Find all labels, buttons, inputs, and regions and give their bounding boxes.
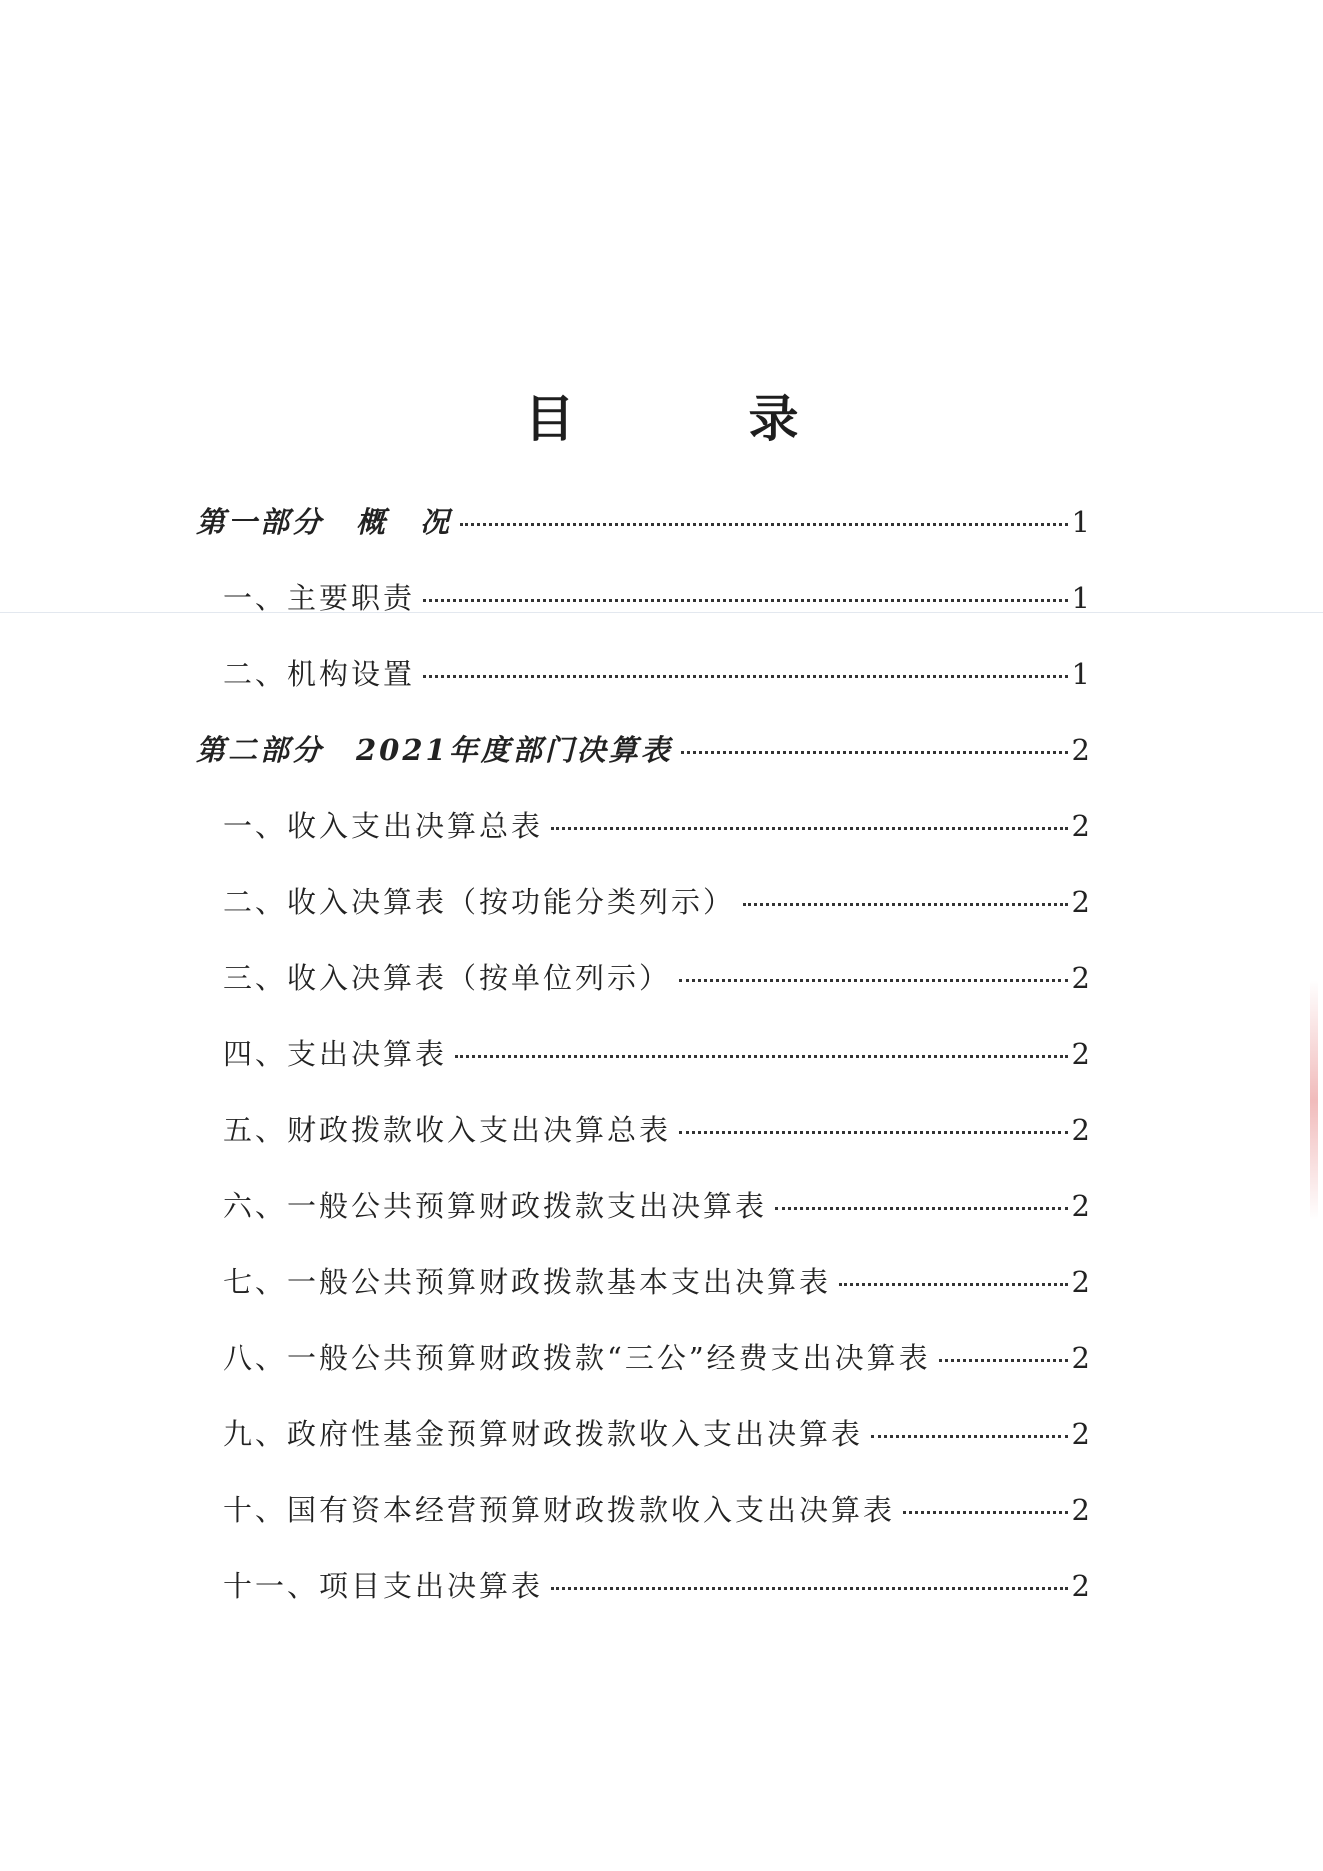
toc-entry-label: 第一部分 概 况 [196,505,453,539]
toc-dot-leader [743,903,1068,906]
toc-dot-leader [939,1359,1068,1362]
toc-dot-leader [681,751,1068,754]
toc-entry [196,956,1090,1032]
toc-entry-label: 十、国有资本经营预算财政拨款收入支出决算表 [223,1493,896,1527]
toc-page-number: 2 [1071,885,1090,919]
toc-entry-label: 五、财政拨款收入支出决算总表 [223,1113,672,1147]
toc-entry [196,1108,1090,1184]
toc-dot-leader [679,979,1068,982]
toc-page-number: 2 [1071,1189,1090,1223]
toc-entry-label: 九、政府性基金预算财政拨款收入支出决算表 [223,1417,864,1451]
toc-page-number: 2 [1071,1493,1090,1527]
toc-dot-leader [423,599,1068,602]
toc-entry [196,880,1090,956]
toc-page-number: 2 [1071,961,1090,995]
toc-entry-label: 三、收入决算表（按单位列示） [223,961,672,995]
toc-page-number: 1 [1071,657,1090,691]
toc-page-number: 1 [1071,581,1090,615]
toc-page-number: 2 [1071,1037,1090,1071]
toc-entry [196,1488,1090,1564]
toc-section-entry [196,728,1090,804]
toc-dot-leader [551,1587,1068,1590]
toc-entry-label: 十一、项目支出决算表 [223,1569,544,1603]
toc-entry-label: 一、主要职责 [223,581,416,615]
toc-entry-label: 四、支出决算表 [223,1037,448,1071]
toc-entry [196,1184,1090,1260]
toc-entry [196,1260,1090,1336]
toc-dot-leader [871,1435,1068,1438]
toc-dot-leader [679,1131,1068,1134]
toc-page-number: 2 [1071,1341,1090,1375]
page-title: 目 录 [524,388,861,448]
toc-page-number: 2 [1071,1417,1090,1451]
toc-page-number: 2 [1071,809,1090,843]
toc-entry [196,1564,1090,1640]
red-seal-edge-mark [1310,980,1318,1220]
toc-dot-leader [423,675,1068,678]
toc-page-number: 2 [1071,1569,1090,1603]
toc-entry-label: 一、收入支出决算总表 [223,809,544,843]
toc-dot-leader [551,827,1068,830]
toc-entry [196,804,1090,880]
toc-dot-leader [775,1207,1068,1210]
toc-entry [196,576,1090,652]
toc-dot-leader [460,523,1068,526]
toc-entry [196,1336,1090,1412]
toc-entry-label: 第二部分 2021年度部门决算表 [196,733,673,767]
toc-dot-leader [903,1511,1068,1514]
toc-entry-label: 二、收入决算表（按功能分类列示） [223,885,736,919]
toc-page-number: 2 [1071,1265,1090,1299]
toc-entry [196,652,1090,728]
toc-dot-leader [455,1055,1068,1058]
toc-entry [196,1032,1090,1108]
toc-dot-leader [839,1283,1068,1286]
toc-page-number: 2 [1071,1113,1090,1147]
toc-section-entry [196,500,1090,576]
toc-page-number: 2 [1071,733,1090,767]
toc-entry-label: 二、机构设置 [223,657,416,691]
toc-entry-label: 八、一般公共预算财政拨款“三公”经费支出决算表 [223,1341,931,1375]
toc-page-number: 1 [1071,505,1090,539]
toc-entry-label: 六、一般公共预算财政拨款支出决算表 [223,1189,768,1223]
toc-entry-label: 七、一般公共预算财政拨款基本支出决算表 [223,1265,832,1299]
table-of-contents [196,500,1090,1640]
toc-entry [196,1412,1090,1488]
